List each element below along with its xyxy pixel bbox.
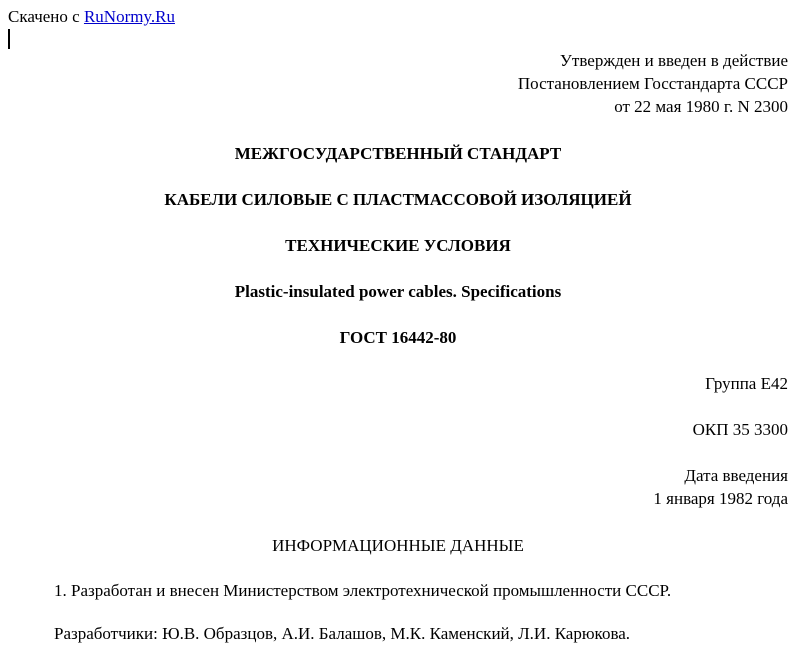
- developers-line: Разработчики: Ю.В. Образцов, А.И. Балашов, М.К. Каменский, Л.И. Карюкова.: [54, 624, 631, 643]
- info-item-1: 1. Разработан и внесен Министерством электротехнической промышленности СССР.: [54, 581, 672, 600]
- intro-date-label: Дата введения: [684, 466, 788, 485]
- english-title: Plastic-insulated power cables. Specifications: [234, 282, 562, 301]
- source-link[interactable]: RuNormy.Ru: [83, 7, 175, 26]
- gost-number: ГОСТ 16442-80: [339, 328, 457, 347]
- standard-type-heading: МЕЖГОСУДАРСТВЕННЫЙ СТАНДАРТ: [234, 144, 562, 163]
- document-title: КАБЕЛИ СИЛОВЫЕ С ПЛАСТМАССОВОЙ ИЗОЛЯЦИЕЙ: [164, 190, 632, 209]
- okp-code: ОКП 35 3300: [692, 420, 788, 439]
- info-heading: ИНФОРМАЦИОННЫЕ ДАННЫЕ: [272, 536, 524, 555]
- group-code: Группа Е42: [705, 374, 788, 393]
- approval-line-2: Постановлением Госстандарта СССР: [517, 74, 788, 93]
- intro-date-value: 1 января 1982 года: [653, 489, 788, 508]
- document-subtitle: ТЕХНИЧЕСКИЕ УСЛОВИЯ: [285, 236, 511, 255]
- source-prefix: Скачено с: [8, 7, 80, 26]
- approval-line-3: от 22 мая 1980 г. N 2300: [614, 97, 788, 116]
- approval-line-1: Утвержден и введен в действие: [559, 51, 788, 70]
- text-cursor: [8, 29, 10, 49]
- source-line: [8, 6, 175, 28]
